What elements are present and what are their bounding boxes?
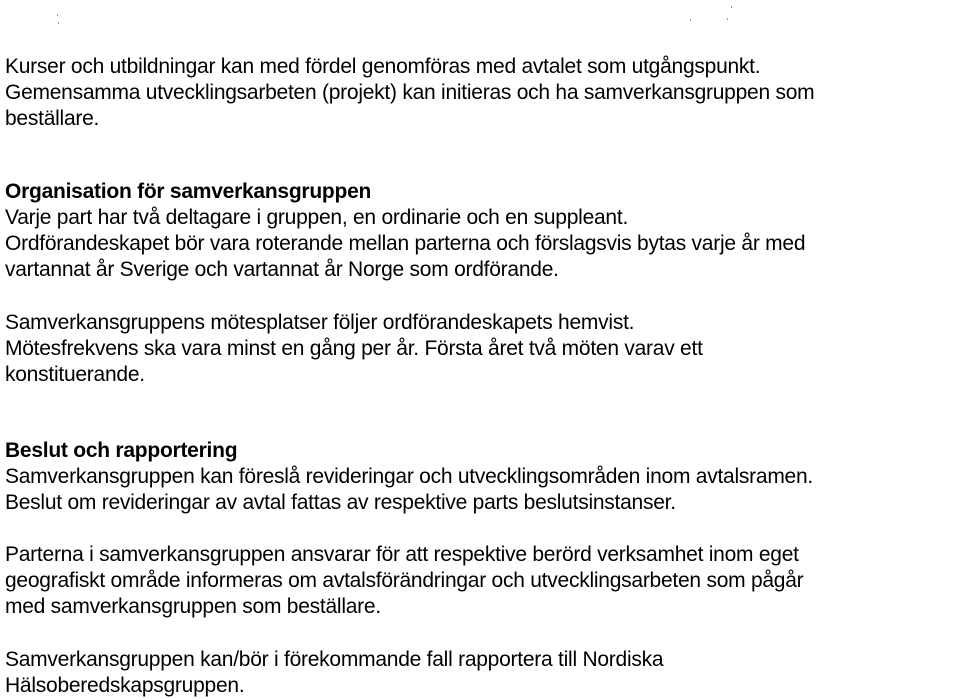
text-line: Mötesfrekvens ska vara minst en gång per år. Första året två möten varav ett — [5, 337, 703, 360]
scan-speck — [727, 18, 728, 20]
text-line: Beslut om revideringar av avtal fattas av respektive parts beslutsinstanser. — [5, 491, 676, 514]
text-line: Ordförandeskapet bör vara roterande mellan parterna och förslagsvis bytas varje år med — [5, 232, 806, 255]
beslut-section — [5, 438, 950, 516]
text-line: Hälsoberedskapsgruppen. — [5, 674, 245, 697]
text-line: Kurser och utbildningar kan med fördel genomföras med avtalet som utgångspunkt. — [5, 55, 761, 78]
text-line: beställare. — [5, 107, 100, 130]
section-heading: Organisation för samverkansgruppen — [5, 180, 372, 203]
section-heading: Beslut och rapportering — [5, 439, 238, 462]
rapportera-paragraph — [5, 647, 950, 699]
text-line: Samverkansgruppen kan föreslå revideringar och utvecklingsområden inom avtalsramen. — [5, 465, 814, 488]
scan-speck — [57, 14, 58, 16]
text-line: vartannat år Sverige och vartannat år Norge som ordförande. — [5, 258, 559, 281]
scan-speck — [731, 6, 732, 8]
motesplatser-paragraph — [5, 310, 950, 388]
text-line: Varje part har två deltagare i gruppen, en ordinarie och en suppleant. — [5, 206, 629, 229]
organisation-section — [5, 179, 950, 283]
parterna-paragraph — [5, 542, 950, 620]
text-line: geografiskt område informeras om avtalsförändringar och utvecklingsarbeten som pågår — [5, 569, 804, 592]
scan-speck — [690, 19, 691, 21]
text-line: med samverkansgruppen som beställare. — [5, 595, 381, 618]
text-line: konstituerande. — [5, 363, 145, 386]
scan-speck — [58, 22, 59, 24]
text-line: Gemensamma utvecklingsarbeten (projekt) kan initieras och ha samverkansgruppen som — [5, 81, 815, 104]
text-line: Samverkansgruppen kan/bör i förekommande fall rapportera till Nordiska — [5, 648, 664, 671]
text-line: Samverkansgruppens mötesplatser följer ordförandeskapets hemvist. — [5, 311, 635, 334]
text-line: Parterna i samverkansgruppen ansvarar för att respektive berörd verksamhet inom eget — [5, 543, 799, 566]
intro-paragraph — [5, 54, 950, 132]
